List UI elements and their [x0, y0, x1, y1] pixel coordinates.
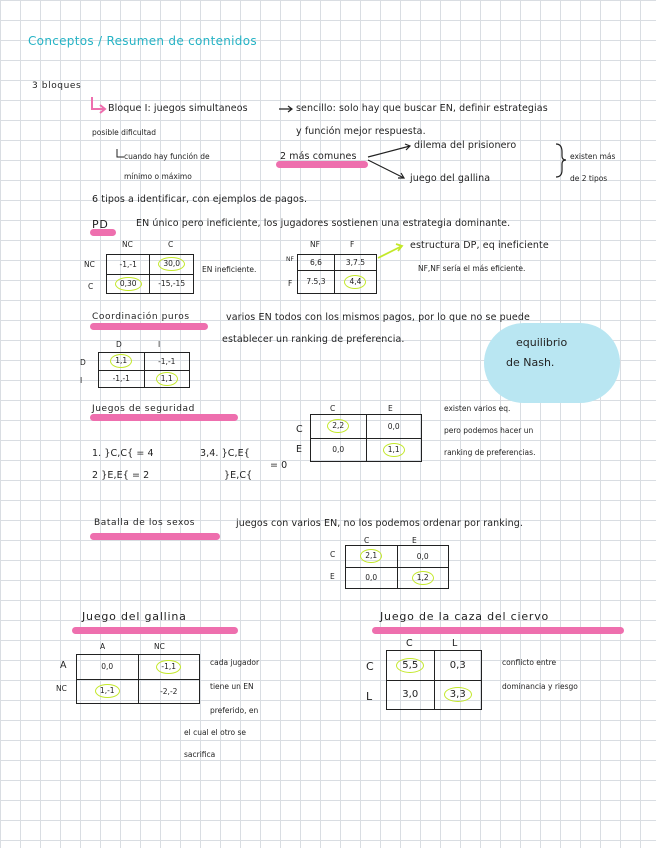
coord-cell: 1,1: [156, 372, 178, 386]
chicken-cell: 0,0: [101, 662, 114, 672]
battle-cell: 1,2: [412, 571, 434, 585]
security-formula-5: = 0: [270, 460, 288, 471]
stag-desc-2: dominancia y riesgo: [502, 682, 578, 691]
chicken-desc-3: preferido, en: [210, 706, 259, 715]
pd-description: EN único pero ineficiente, los jugadores sostienen una estrategia dominante.: [136, 218, 511, 229]
more-types-1: existen más: [570, 152, 616, 161]
chicken-col-2: NC: [154, 642, 165, 651]
battle-table: [345, 545, 449, 589]
chicken-row-2: NC: [56, 684, 67, 693]
pd-t1-cell: 0,30: [115, 277, 142, 291]
pd-t2-cell: 7.5,3: [306, 277, 326, 287]
pd-t1-cell: -15,-15: [158, 279, 186, 289]
coordination-table: [98, 352, 190, 388]
sec-row-2: E: [296, 444, 303, 455]
coord-cell: -1,-1: [158, 356, 176, 366]
pd-t2-cell: 4,4: [344, 275, 366, 289]
pd-table-2: [297, 254, 377, 294]
battle-cell: 0,0: [365, 573, 378, 583]
chicken-cell: -2,-2: [160, 686, 178, 696]
stag-hunt-table: [386, 650, 482, 710]
stag-row-1: C: [366, 660, 375, 673]
prisoners-dilemma: dilema del prisionero: [414, 140, 517, 151]
security-formula-3: 3,4. }C,E{: [200, 448, 250, 459]
battle-col-2: E: [412, 536, 417, 545]
pd-t2-cell: 6,6: [309, 257, 322, 267]
nash-line-2: de Nash.: [506, 356, 555, 369]
sec-cell: 1,1: [383, 443, 405, 457]
bloque1-label: Bloque I: juegos simultaneos: [108, 103, 248, 114]
chicken-col-1: A: [100, 642, 106, 651]
sec-row-1: C: [296, 424, 303, 435]
chicken-desc-1: cada jugador: [210, 658, 260, 667]
security-formula-4: }E,C{: [224, 470, 253, 481]
common-types: 2 más comunes: [280, 151, 357, 162]
coordination-desc-2: establecer un ranking de preferencia.: [222, 334, 405, 345]
security-formula-1: 1. }C,C{ = 4: [92, 448, 154, 459]
chicken-table: [76, 654, 200, 704]
chicken-label: Juego del gallina: [82, 610, 187, 623]
sec-col-1: C: [330, 404, 336, 413]
battle-desc: juegos con varios EN, no los podemos ordenar por ranking.: [236, 518, 523, 529]
security-desc-3: ranking de preferencias.: [444, 448, 536, 457]
battle-cell: 0,0: [416, 551, 429, 561]
security-desc-2: pero podemos hacer un: [444, 426, 534, 435]
security-label: Juegos de seguridad: [92, 404, 195, 414]
sec-col-2: E: [388, 404, 393, 413]
function-note-2: mínimo o máximo: [124, 172, 192, 181]
chicken-row-1: A: [60, 660, 67, 671]
pd-label: PD: [92, 218, 109, 231]
stag-col-1: C: [406, 638, 413, 649]
difficulty-label: posible dificultad: [92, 128, 157, 137]
stag-desc-1: conflicto entre: [502, 658, 557, 667]
pd-t2-cell: 3,7.5: [345, 257, 365, 267]
pd2-col-2: F: [350, 240, 355, 249]
stag-cell: 3,3: [444, 687, 472, 702]
stag-cell: 3,0: [402, 689, 419, 701]
security-desc-1: existen varios eq.: [444, 404, 511, 413]
coord-cell: 1,1: [110, 354, 132, 368]
security-table: [310, 414, 422, 462]
battle-label: Batalla de los sexos: [94, 518, 196, 528]
coord-cell: -1,-1: [112, 374, 130, 384]
more-types-2: de 2 tipos: [570, 174, 608, 183]
chicken-cell: -1,1: [156, 660, 181, 674]
page-title: Conceptos / Resumen de contenidos: [28, 34, 257, 48]
stag-hunt-label: Juego de la caza del ciervo: [380, 610, 550, 623]
bloques-label: 3 bloques: [32, 81, 82, 91]
coord-col-1: D: [116, 340, 122, 349]
pd-t1-cell: 30,0: [158, 257, 185, 271]
coord-row-1: D: [80, 358, 86, 367]
stag-col-2: L: [452, 638, 458, 649]
chicken-cell: 1,-1: [95, 684, 120, 698]
best-response-text: y función mejor respuesta.: [296, 126, 426, 137]
pd-col-2: C: [168, 240, 174, 249]
pd-col-1: NC: [122, 240, 133, 249]
coord-row-2: I: [80, 376, 83, 385]
battle-row-1: C: [330, 550, 336, 559]
pd-row-2: C: [88, 282, 94, 291]
chicken-desc-2: tiene un EN: [210, 682, 254, 691]
ineficiente-label: EN ineficiente.: [202, 265, 257, 274]
pd-structure-2: NF,NF sería el más eficiente.: [418, 264, 526, 273]
coordination-label: Coordinación puros: [92, 312, 190, 322]
pd2-col-1: NF: [310, 240, 320, 249]
chicken-desc-4: el cual el otro se: [184, 728, 247, 737]
pd2-row-1: NF: [286, 256, 294, 263]
battle-cell: 2,1: [360, 549, 382, 563]
types-text: 6 tipos a identificar, con ejemplos de pagos.: [92, 194, 308, 205]
stag-cell: 5,5: [396, 658, 424, 673]
battle-row-2: E: [330, 572, 335, 581]
sec-cell: 0,0: [387, 421, 400, 431]
security-formula-2: 2 }E,E{ = 2: [92, 470, 150, 481]
pd-t1-cell: -1,-1: [119, 259, 137, 269]
pd-structure: estructura DP, eq ineficiente: [410, 240, 549, 251]
coordination-desc: varios EN todos con los mismos pagos, por lo que no se puede: [226, 312, 530, 323]
stag-cell: 0,3: [449, 659, 466, 671]
bloque1-description: sencillo: solo hay que buscar EN, definir estrategias: [296, 103, 548, 114]
coord-col-2: I: [158, 340, 161, 349]
battle-col-1: C: [364, 536, 370, 545]
pd2-row-2: F: [288, 279, 293, 288]
nash-line-1: equilibrio: [516, 336, 568, 349]
chicken-game: juego del gallina: [410, 173, 491, 184]
function-note: cuando hay función de: [124, 152, 210, 161]
pd-table-1: [106, 254, 194, 294]
sec-cell: 2,2: [327, 419, 349, 433]
pd-row-1: NC: [84, 260, 95, 269]
stag-row-2: L: [366, 690, 373, 703]
chicken-desc-5: sacrifica: [184, 750, 216, 759]
sec-cell: 0,0: [332, 445, 345, 455]
